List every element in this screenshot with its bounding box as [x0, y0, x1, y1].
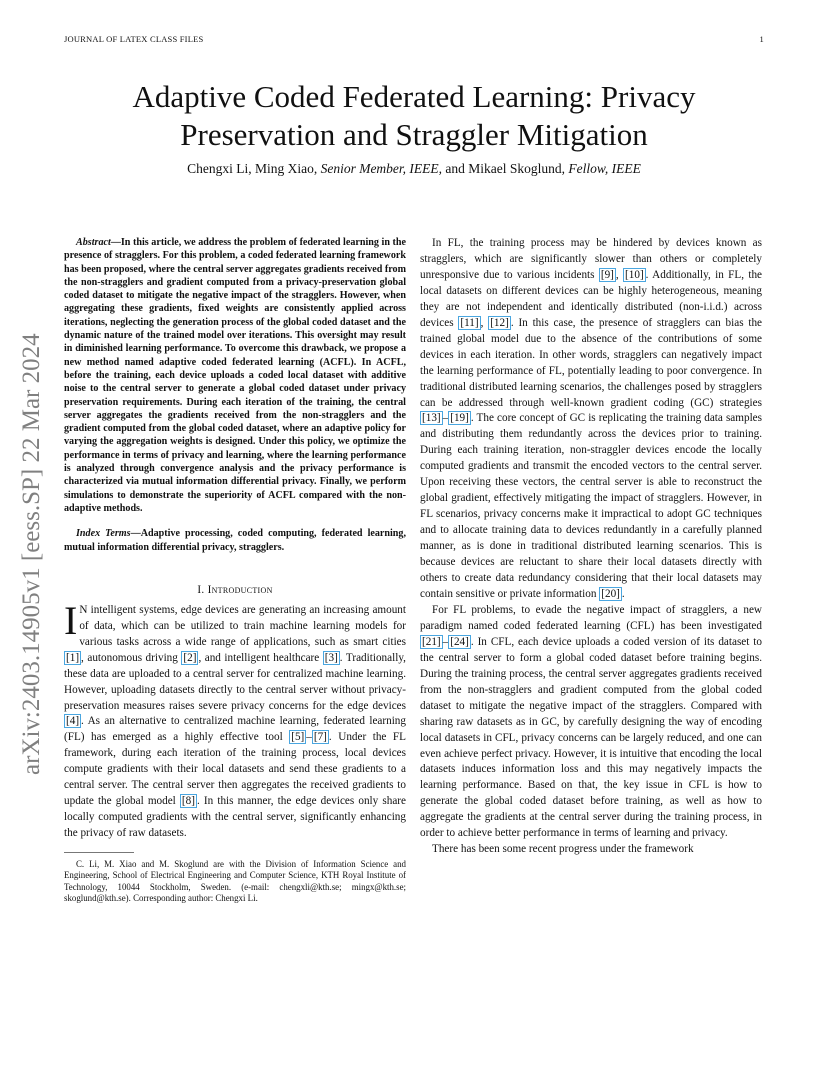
abstract-lead: Abstract	[76, 237, 111, 248]
citation-link[interactable]: [3]	[324, 651, 338, 664]
authors-text-2: and Mikael Skoglund,	[442, 161, 569, 176]
body-text: . Traditionally, these data are uploaded to a central server for centralized machine learning. However, uploading datasets directly to the central server without privacy-preservation measures raises severe privacy concerns for the edge devices	[64, 651, 406, 712]
body-text: . In CFL, each device uploads a coded version of its dataset to the central server to form a global coded dataset before training begins. During the training process, the central server aggregates gradients received from the non-stragglers and gradient computed from the global coded dataset to mitigate the negative impact of the stragglers. Compared with sharing raw datasets as in GC, by carefully designing the way of encoding local datasets in CFL, privacy concerns can be largely reduced, and one can even achieve perfect privacy. However, it is intuitive that encoding the local datasets induces information loss and this may negatively impacts the learning performance. Based on that, the key issue in CFL is how to generate the global coded dataset before training, as well as how to aggregate the gradients at the central server during the training process, in order to achieve better performance in terms of learning and privacy.	[420, 635, 762, 840]
intro-paragraph-2	[420, 236, 762, 603]
drop-cap: I	[64, 597, 78, 643]
index-terms	[64, 527, 406, 554]
section-number: I.	[197, 583, 208, 596]
title-line-1: Adaptive Coded Federated Learning: Privacy	[132, 79, 696, 114]
journal-name: JOURNAL OF LATEX CLASS FILES	[64, 34, 204, 44]
citation-link[interactable]: [10]	[625, 268, 644, 281]
body-text: .	[621, 587, 625, 600]
citation-link[interactable]: [11]	[460, 316, 479, 329]
paper-title	[64, 78, 764, 154]
body-text: . In this manner, the edge devices only share locally computed gradients with the central server, significantly enhancing the privacy of raw datasets.	[64, 795, 406, 840]
body-text: In FL, the training process may be hindered by devices known as stragglers, which are significantly slower than others or completely unresponsive due to various incidents	[420, 237, 762, 281]
running-header	[64, 34, 764, 44]
body-text: ,	[480, 316, 489, 329]
citation-link[interactable]: [19]	[450, 412, 469, 425]
body-text: –	[442, 412, 449, 425]
body-text: ,	[615, 268, 624, 281]
right-column	[420, 236, 762, 858]
citation-link[interactable]: [8]	[181, 795, 195, 808]
abstract	[64, 236, 406, 515]
footnote-divider	[64, 852, 134, 853]
index-terms-text: —Adaptive processing, coded computing, federated learning, mutual information differential privacy, stragglers.	[64, 528, 406, 553]
author-affiliation-footnote: C. Li, M. Xiao and M. Skoglund are with the Division of Information Science and Engineering, School of Electrical Engineering and Computer Science, KTH Royal Institute of Technology, 10044 Stockholm, Sweden. (e-mail: chengxli@kth.se; mingx@kth.se; skoglund@kth.se). Corresponding author: Chengxi Li.	[64, 859, 406, 903]
intro-paragraph-3	[420, 603, 762, 842]
body-text: –	[442, 635, 449, 648]
author-list	[64, 161, 764, 177]
citation-link[interactable]: [4]	[66, 715, 80, 728]
title-line-2: Preservation and Straggler Mitigation	[180, 117, 648, 152]
citation-link[interactable]: [9]	[600, 268, 614, 281]
body-text: . As an alternative to centralized machine learning, federated learning (FL) has emerged as a highly effective tool	[64, 715, 406, 744]
body-text: . Additionally, in FL, the local datasets on different devices can be highly heterogeneous, meaning they are not independent and identically distributed (non-i.i.d.) across devices	[420, 268, 763, 329]
citation-link[interactable]: [20]	[601, 587, 620, 600]
index-terms-lead: Index Terms	[76, 528, 131, 540]
body-text: N intelligent systems, edge devices are generating an increasing amount of data, which can be utilized to train machine learning models for various tasks across a wide range of applications, such as smart cities	[79, 603, 406, 648]
author-role-1: Senior Member, IEEE,	[320, 161, 443, 176]
body-text: –	[306, 731, 312, 744]
page-number: 1	[759, 34, 764, 44]
section-heading-introduction	[64, 583, 406, 599]
citation-link[interactable]: [13]	[422, 412, 441, 425]
citation-link[interactable]: [12]	[490, 316, 509, 329]
body-text: . The core concept of GC is replicating the training data samples and distributing them redundantly across the devices prior to training. During each training iteration, non-straggler devices encode the locally computed gradients and transmit the encoded vectors to the central server. Upon receiving these vectors, the central server is able to reconstruct the global gradient, effectively mitigating the impact of stragglers. However, in FL scenarios, privacy concerns make it impractical to adopt GC techniques and to allocate training data to devices redundantly in a carefully planned manner, as is done in traditional distributed learning scenarios. This is because devices are reluctant to share their local datasets directly with others to create data redundancy considering that their local datasets may contain sensitive or private information	[420, 412, 762, 600]
citation-link[interactable]: [1]	[66, 651, 80, 664]
citation-link[interactable]: [7]	[313, 731, 327, 744]
arxiv-identifier[interactable]: arXiv:2403.14905v1 [eess.SP] 22 Mar 2024	[18, 333, 45, 775]
citation-link[interactable]: [2]	[183, 651, 197, 664]
body-text: . Under the FL framework, during each iteration of the training process, local devices compute gradients with their local datasets and send these gradients to a central server. The central server then aggregates the received gradients to update the global model	[64, 731, 406, 808]
citation-link[interactable]: [21]	[422, 635, 441, 648]
body-text: . In this case, the presence of stragglers can bias the trained global model due to the absence of the contributions of some devices in each iteration. In other words, stragglers can negatively impact the learning performance of FL, potentially leading to poor convergence. In traditional distributed learning scenarios, the challenges posed by stragglers can be addressed through well-known gradient coding (GC) strategies	[420, 316, 763, 409]
intro-paragraph-1	[64, 597, 406, 842]
authors-text-1: Chengxi Li, Ming Xiao,	[187, 161, 321, 176]
intro-paragraph-4: There has been some recent progress under the framework	[432, 843, 694, 856]
body-text: , autonomous driving	[81, 651, 182, 664]
author-role-2: Fellow, IEEE	[568, 161, 641, 176]
abstract-text: —In this article, we address the problem of federated learning in the presence of stragglers. For this problem, a coded federated learning framework has been proposed, where the central server aggregates gradients received from the non-stragglers and gradient computed from a privacy-preservation global coded dataset to mitigate the negative impact of the stragglers. However, when aggregating these gradients, fixed weights are consistently applied across iterations, neglecting the generation process of the global coded dataset and the dynamic nature of the trained model over iterations. This oversight may result in diminished learning performance. To overcome this drawback, we propose a new method named adaptive coded federated learning (ACFL). In ACFL, before the training, each device uploads a coded local dataset with additive noise to the central server to generate a global coded dataset under privacy preservation requirements. During each iteration of the training, the central server aggregates the gradients received from the non-stragglers and the gradient computed from the global coded dataset, where an adaptive policy for varying the aggregation weights is designed. Under this policy, we optimize the performance in terms of privacy and learning, where the learning performance is analyzed through convergence analysis and the privacy performance is characterized via mutual information differential privacy. Finally, we perform simulations to demonstrate the superiority of ACFL compared with the non-adaptive methods.	[64, 237, 406, 514]
body-text: , and intelligent healthcare	[198, 651, 323, 664]
section-title: Introduction	[207, 583, 273, 596]
left-column	[64, 236, 406, 904]
citation-link[interactable]: [24]	[450, 635, 469, 648]
body-text: For FL problems, to evade the negative impact of stragglers, a new paradigm named coded federated learning (CFL) has been investigated	[420, 603, 762, 632]
citation-link[interactable]: [5]	[291, 731, 305, 744]
